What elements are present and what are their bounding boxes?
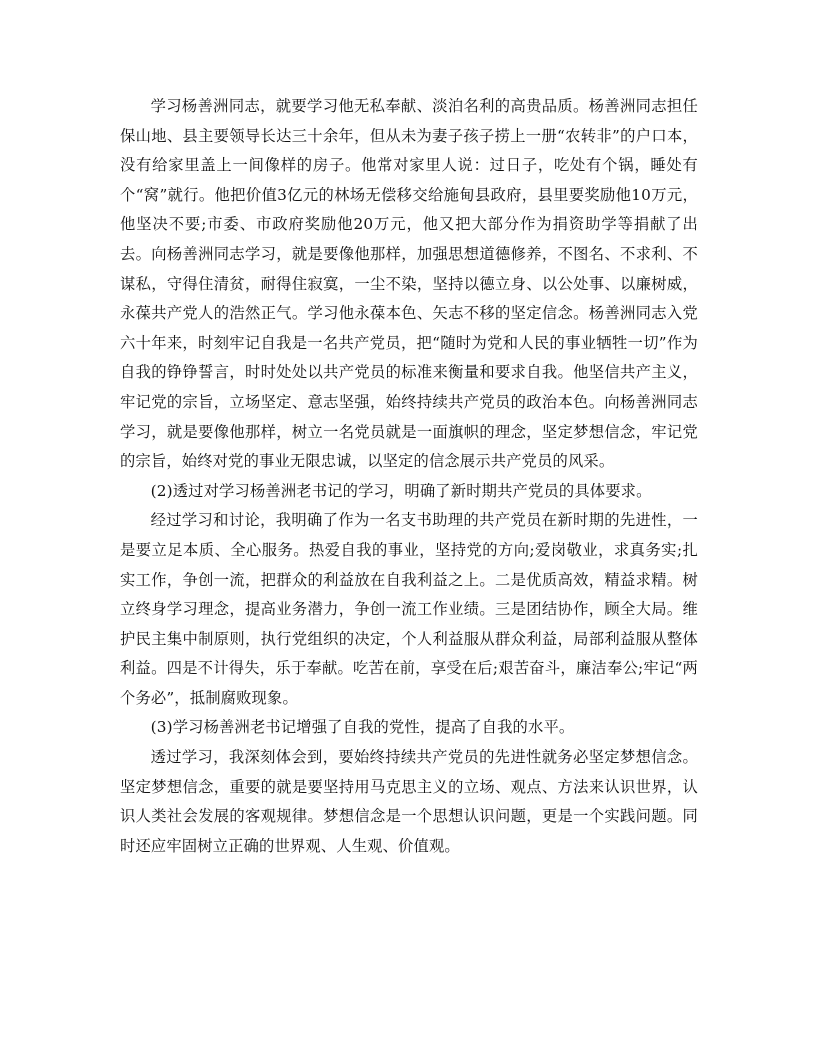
- document-page: [120, 92, 698, 861]
- paragraph-1: 学习杨善洲同志，就要学习他无私奉献、淡泊名利的高贵品质。杨善洲同志担任保山地、县主要领导长达三十余年，但从未为妻子孩子捞上一册“农转非”的户口本，没有给家里盖上一间像样的房子。他常对家里人说：过日子，吃处有个锅，睡处有个“窝”就行。他把价值3亿元的林场无偿移交给施甸县政府，县里要奖励他10万元，他坚决不要;市委、市政府奖励他20万元，他又把大部分作为捐资助学等捐献了出去。向杨善洲同志学习，就是要像他那样，加强思想道德修养，不图名、不求利、不谋私，守得住清贫，耐得住寂寞，一尘不染，坚持以德立身、以公处事、以廉树威，永葆共产党人的浩然正气。学习他永葆本色、矢志不移的坚定信念。杨善洲同志入党六十年来，时刻牢记自我是一名共产党员，把“随时为党和人民的事业牺牲一切”作为自我的铮铮誓言，时时处处以共产党员的标准来衡量和要求自我。他坚信共产主义，牢记党的宗旨，立场坚定、意志坚强，始终持续共产党员的政治本色。向杨善洲同志学习，就是要像他那样，树立一名党员就是一面旗帜的理念，坚定梦想信念，牢记党的宗旨，始终对党的事业无限忠诚，以坚定的信念展示共产党员的风采。: [120, 97, 698, 471]
- paragraph-3: 经过学习和讨论，我明确了作为一名支书助理的共产党员在新时期的先进性，一是要立足本质、全心服务。热爱自我的事业，坚持党的方向;爱岗敬业，求真务实;扎实工作，争创一流，把群众的利益放在自我利益之上。二是优质高效，精益求精。树立终身学习理念，提高业务潜力，争创一流工作业绩。三是团结协作，顾全大局。维护民主集中制原则，执行党组织的决定，个人利益服从群众利益，局部利益服从整体利益。四是不计得失，乐于奉献。吃苦在前，享受在后;艰苦奋斗，廉洁奉公;牢记“两个务必”，抵制腐败现象。: [120, 511, 698, 707]
- paragraph-5: 透过学习，我深刻体会到，要始终持续共产党员的先进性就务必坚定梦想信念。坚定梦想信念，重要的就是要坚持用马克思主义的立场、观点、方法来认识世界，认识人类社会发展的客观规律。梦想信念是一个思想认识问题，更是一个实践问题。同时还应牢固树立正确的世界观、人生观、价值观。: [120, 748, 698, 855]
- paragraph-2: (2)透过对学习杨善洲老书记的学习，明确了新时期共产党员的具体要求。: [150, 481, 652, 500]
- paragraph-4: (3)学习杨善洲老书记增强了自我的党性，提高了自我的水平。: [150, 718, 575, 737]
